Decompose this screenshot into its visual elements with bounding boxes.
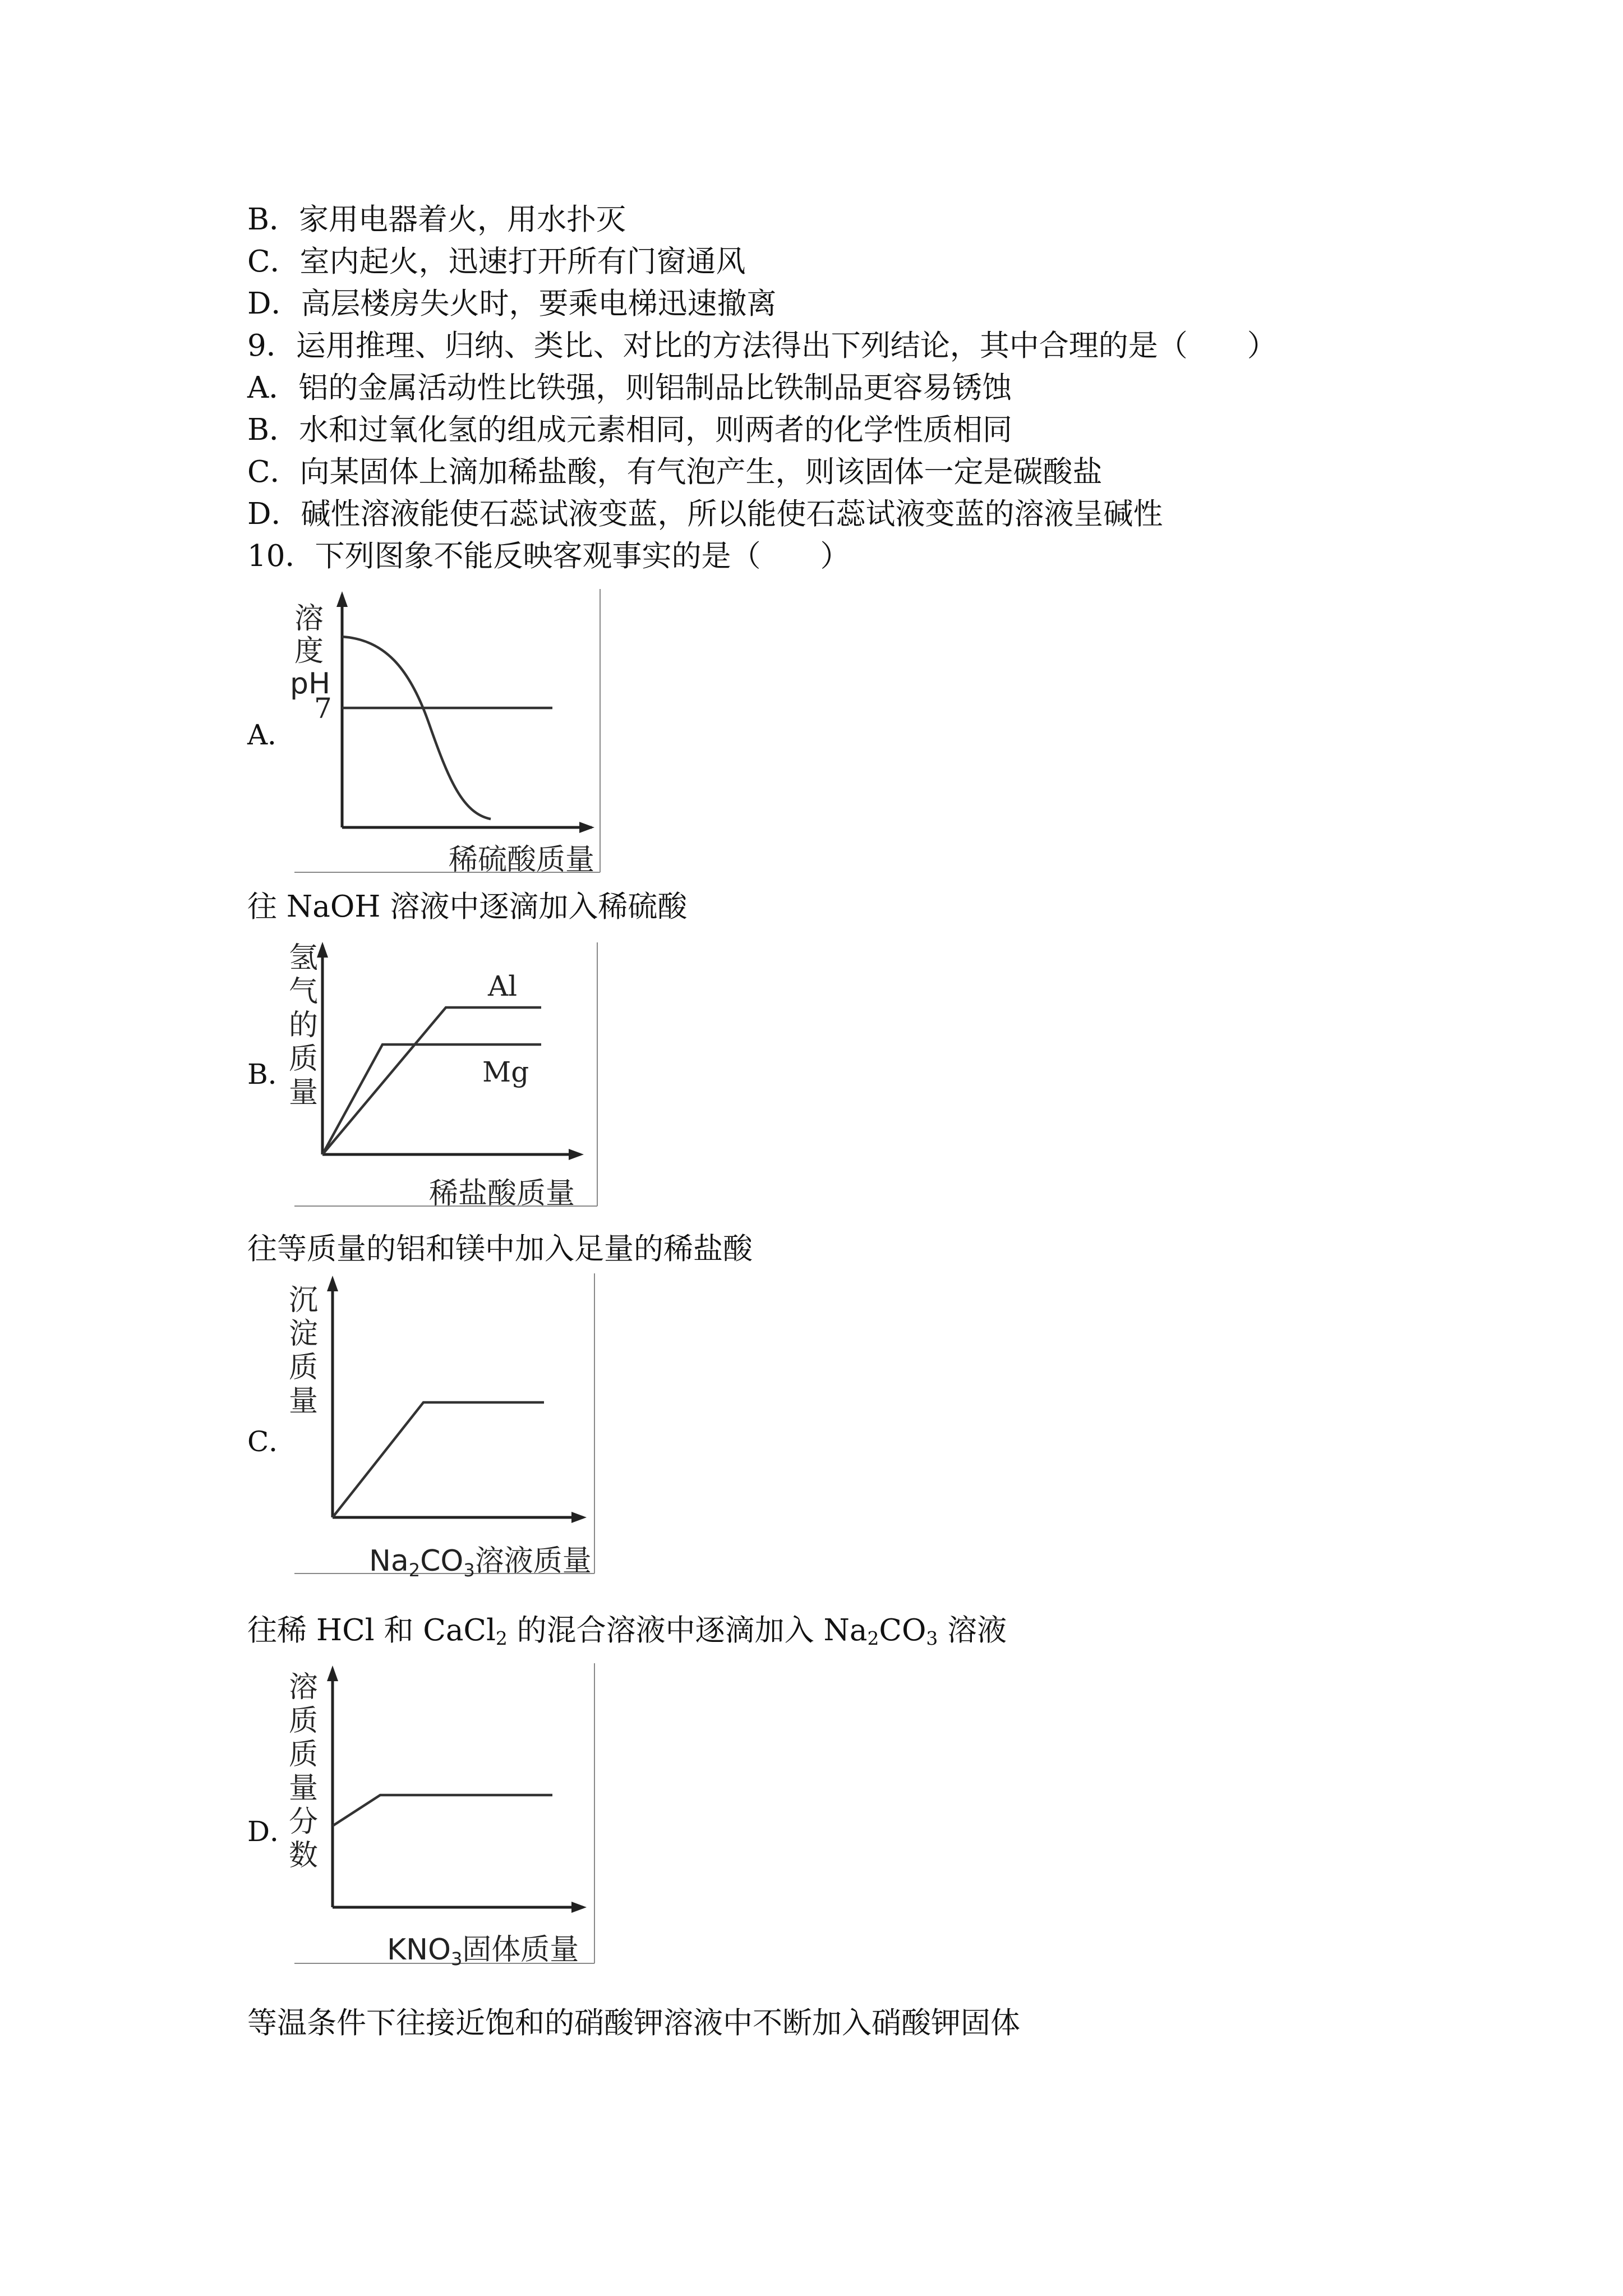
graph-d-ylabel-3: 质 [289, 1738, 319, 1772]
graph-d-ylabel-4: 量 [289, 1772, 319, 1805]
graph-d-xlabel: KNO3固体质量 [387, 1933, 579, 1970]
graph-d-ylabel-2: 质 [289, 1704, 319, 1738]
q9-stem: 9．运用推理、归纳、类比、对比的方法得出下列结论，其中合理的是（ ） [247, 329, 1277, 363]
graph-a-ylabel-1: 溶 [294, 602, 324, 636]
graph-a-tick-7: 7 [314, 692, 332, 725]
graph-b-ylabel-2: 气 [289, 975, 319, 1009]
graph-d-fraction-line [333, 1795, 552, 1826]
option-d-label: D． [247, 1815, 298, 1848]
graph-a-ylabel-3: pH [290, 667, 331, 701]
graph-a-x-arrow [579, 822, 594, 833]
q9-option-b: B．水和过氧化氢的组成元素相同，则两者的化学性质相同 [247, 413, 1012, 447]
graph-c-precipitate-line [333, 1402, 544, 1517]
q8-option-c: C．室内起火，迅速打开所有门窗通风 [247, 245, 746, 279]
graph-b-ylabel-4: 质 [289, 1042, 319, 1076]
option-c-label: C． [247, 1425, 297, 1458]
graph-b-xlabel: 稀盐酸质量 [429, 1177, 575, 1211]
graph-c-x-arrow [571, 1512, 587, 1523]
graph-c [289, 1268, 603, 1582]
option-a-caption: 往 NaOH 溶液中逐滴加入稀硫酸 [247, 890, 688, 924]
graph-d-ylabel-6: 数 [289, 1839, 319, 1872]
option-a-label: A． [247, 719, 296, 751]
graph-d [289, 1658, 603, 1972]
q8-option-b: B．家用电器着火，用水扑灭 [247, 203, 626, 237]
graph-b-ylabel-3: 的 [289, 1009, 319, 1042]
graph-b [289, 937, 603, 1217]
graph-a [289, 583, 603, 886]
graph-a-xlabel: 稀硫酸质量 [449, 843, 595, 877]
graph-d-ylabel-1: 溶 [289, 1671, 319, 1704]
graph-b-ylabel-1: 氢 [289, 941, 319, 975]
graph-d-y-arrow [327, 1665, 338, 1681]
graph-c-ylabel-1: 沉 [289, 1283, 319, 1317]
graph-a-y-arrow [336, 591, 348, 607]
q9-option-c: C．向某固体上滴加稀盐酸，有气泡产生，则该固体一定是碳酸盐 [247, 455, 1103, 489]
graph-c-ylabel-4: 量 [289, 1384, 319, 1418]
graph-d-ylabel-5: 分 [289, 1805, 319, 1839]
option-c-caption: 往稀 HCl 和 CaCl$_2$ 的混合溶液中逐滴加入 $Na_2CO_3$ 溶液 [247, 1613, 1007, 1650]
graph-c-ylabel-2: 淀 [289, 1317, 319, 1351]
graph-a-ylabel-2: 度 [294, 634, 324, 668]
option-b-label: B． [247, 1058, 296, 1091]
q8-option-d: D．高层楼房失火时，要乘电梯迅速撤离 [247, 287, 777, 321]
q9-option-a: A．铝的金属活动性比铁强，则铝制品比铁制品更容易锈蚀 [247, 371, 1012, 405]
q10-stem: 10．下列图象不能反映客观事实的是（ ） [247, 539, 850, 573]
graph-b-x-arrow [569, 1149, 584, 1160]
graph-a-ph-curve [342, 637, 491, 819]
graph-b-series-mg: Mg [482, 1056, 529, 1088]
option-d-caption: 等温条件下往接近饱和的硝酸钾溶液中不断加入硝酸钾固体 [247, 2006, 1020, 2040]
graph-c-xlabel: Na2CO3溶液质量 [369, 1544, 592, 1581]
graph-c-y-arrow [327, 1276, 338, 1291]
graph-b-series-al: Al [488, 970, 518, 1002]
graph-c-ylabel-3: 质 [289, 1351, 319, 1384]
graph-b-y-arrow [317, 942, 328, 958]
graph-d-x-arrow [571, 1902, 587, 1913]
option-b-caption: 往等质量的铝和镁中加入足量的稀盐酸 [247, 1232, 753, 1266]
graph-b-ylabel-5: 量 [289, 1076, 319, 1110]
q9-option-d: D．碱性溶液能使石蕊试液变蓝，所以能使石蕊试液变蓝的溶液呈碱性 [247, 497, 1163, 531]
